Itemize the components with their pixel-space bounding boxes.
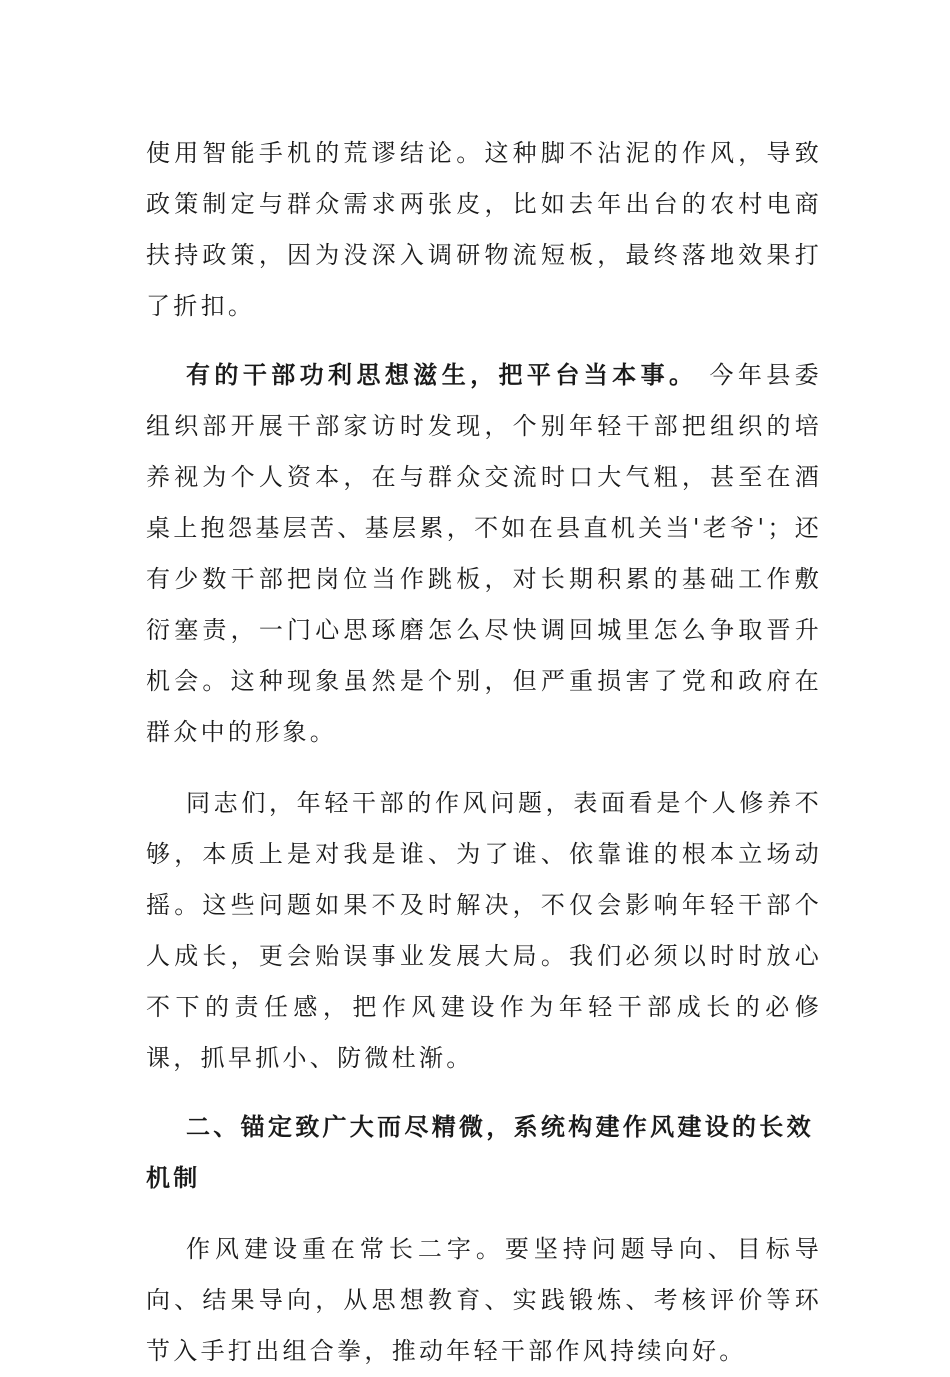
paragraph-lead-sentence: 有的干部功利思想滋生，把平台当本事。 [186,361,698,389]
paragraph-section-intro: 作风建设重在常长二字。要坚持问题导向、目标导向、结果导向，从思想教育、实践锻炼、考核评价等环节入手打出组合拳，推动年轻干部作风持续向好。 [146,1235,822,1365]
paragraph-comrades: 同志们，年轻干部的作风问题，表面看是个人修养不够，本质上是对我是谁、为了谁、依靠谁的根本立场动摇。这些问题如果不及时解决，不仅会影响年轻干部个人成长，更会贻误事业发展大局。我们必须以时时放心不下的责任感，把作风建设作为年轻干部成长的必修课，抓早抓小、防微杜渐。 [146,789,822,1072]
document-page [146,128,822,1377]
paragraph-body: 今年县委组织部开展干部家访时发现，个别年轻干部把组织的培养视为个人资本，在与群众交流时口大气粗，甚至在酒桌上抱怨基层苦、基层累，不如在县直机关当'老爷'；还有少数干部把岗位当作跳板，对长期积累的基础工作敷衍塞责，一门心思琢磨怎么尽快调回城里怎么争取晋升机会。这种现象虽然是个别，但严重损害了党和政府在群众中的形象。 [146,361,822,746]
section-heading-2: 二、锚定致广大而尽精微，系统构建作风建设的长效机制 [146,1113,814,1192]
paragraph-utilitarian-cadres [146,350,822,758]
paragraph-continuation: 使用智能手机的荒谬结论。这种脚不沾泥的作风，导致政策制定与群众需求两张皮，比如去年出台的农村电商扶持政策，因为没深入调研物流短板，最终落地效果打了折扣。 [146,139,822,320]
